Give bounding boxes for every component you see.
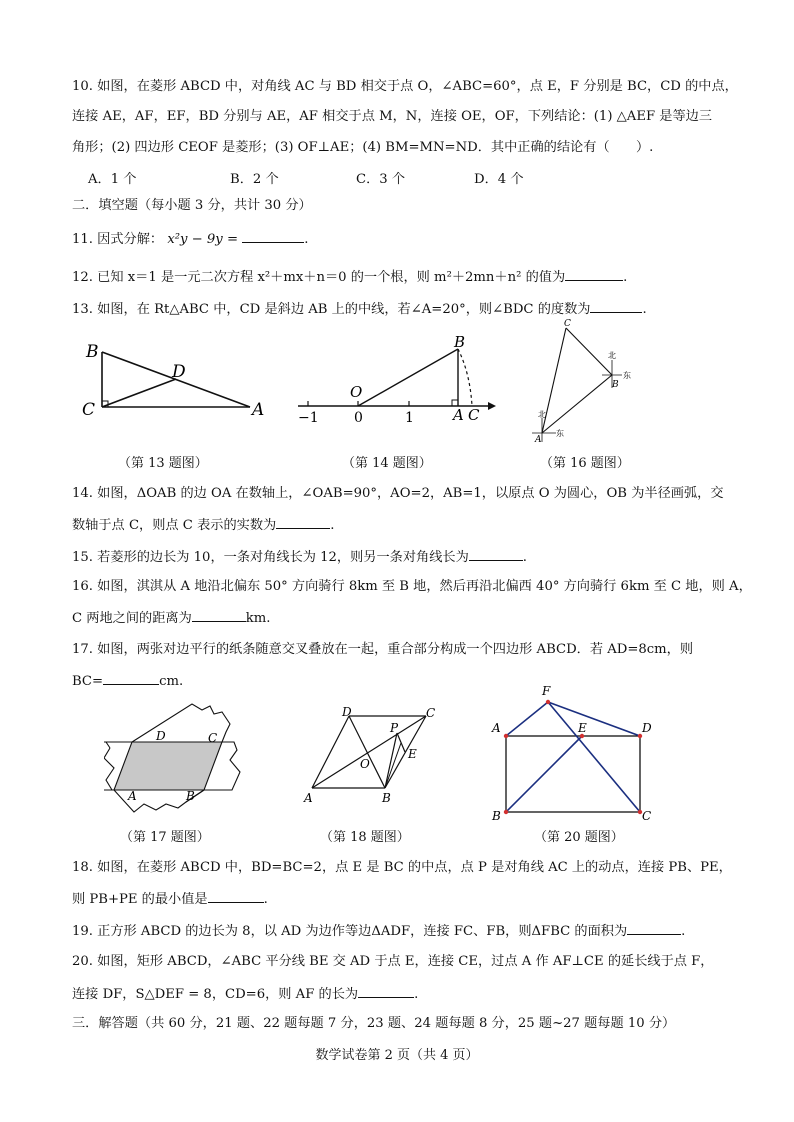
q18-line1: 18. 如图，在菱形 ABCD 中，BD=BC=2，点 E 是 BC 的中点，点 P 是对角线 AC 上的动点，连接 PB、PE， xyxy=(72,860,732,875)
q10-line3: 角形；(2) 四边形 CEOF 是菱形；(3) OF⊥AE；(4) BM=MN=ND．其中正确的结论有（ ）. xyxy=(72,140,654,155)
section-3-heading: 三．解答题（共 60 分，21 题、22 题每题 7 分，23 题、24 题每题 8 分，25 题~27 题每题 10 分） xyxy=(72,1016,676,1031)
q16-text: C 两地之间的距离为 xyxy=(72,611,192,626)
q12-text: 12. 已知 x＝1 是一元二次方程 x²＋mx＋n＝0 的一个根，则 m²＋2mn＋n² 的值为 xyxy=(72,270,566,285)
q12 xyxy=(72,266,627,288)
fig18-caption: （第 18 题图） xyxy=(320,830,410,845)
q15 xyxy=(72,546,527,568)
fig18-label-e: E xyxy=(408,747,417,761)
figure-16 xyxy=(522,316,642,446)
q15-period: . xyxy=(522,550,527,565)
figure-17 xyxy=(104,700,254,818)
fig16-north-a: 北 xyxy=(538,410,546,419)
fig20-caption: （第 20 题图） xyxy=(534,830,624,845)
q20-text: 连接 DF，S△DEF = 8，CD=6，则 AF 的长为 xyxy=(72,987,359,1002)
q14-period: . xyxy=(330,518,335,533)
fig13-label-d: D xyxy=(172,362,186,382)
q16-line1: 16. 如图，淇淇从 A 地沿北偏东 50° 方向骑行 8km 至 B 地，然后再沿北偏西 40° 方向骑行 6km 至 C 地，则 A， xyxy=(72,579,752,594)
q19-answer-blank[interactable] xyxy=(627,920,681,935)
q13-answer-blank[interactable] xyxy=(590,298,642,313)
figure-20 xyxy=(486,682,656,822)
fig13-label-a: A xyxy=(252,400,265,420)
fig20-label-b: B xyxy=(492,809,501,822)
fig14-label-o: O xyxy=(350,383,363,401)
fig16-caption: （第 16 题图） xyxy=(540,456,630,471)
section-2-heading: 二．填空题（每小题 3 分，共计 30 分） xyxy=(72,198,312,213)
fig18-label-p: P xyxy=(390,721,399,735)
fig20-label-e: E xyxy=(578,721,587,735)
fig14-label-c: C xyxy=(468,406,480,424)
fig16-label-c: C xyxy=(564,319,571,329)
q17-answer-blank[interactable] xyxy=(103,670,159,685)
fig17-label-c: C xyxy=(208,731,218,745)
fig17-overlap xyxy=(114,742,222,790)
q18-period: . xyxy=(263,892,268,907)
fig20-label-f: F xyxy=(542,684,551,698)
q19 xyxy=(72,920,685,942)
q10-option-a: A．1 个 xyxy=(88,172,137,187)
q10-option-c: C．3 个 xyxy=(356,172,406,187)
fig16-label-a: A xyxy=(535,435,542,445)
q10-option-d: D．4 个 xyxy=(474,172,524,187)
fig20-label-d: D xyxy=(642,721,652,735)
q13-period: . xyxy=(642,302,647,317)
fig13-label-c: C xyxy=(82,400,96,420)
fig14-label-b: B xyxy=(454,335,466,351)
figure-13 xyxy=(78,335,278,425)
fig13-label-b: B xyxy=(86,342,99,362)
fig17-label-a: A xyxy=(128,789,137,803)
fig18-label-a: A xyxy=(304,791,313,805)
q17-line1: 17. 如图，两张对边平行的纸条随意交叉叠放在一起，重合部分构成一个四边形 ABCD．若 AD=8cm，则 xyxy=(72,642,694,657)
fig14-caption: （第 14 题图） xyxy=(342,456,432,471)
q17-line2 xyxy=(72,670,183,692)
fig16-east-b: 东 xyxy=(623,371,631,380)
q10-line2: 连接 AE，AF，EF，BD 分别与 AE，AF 相交于点 M，N，连接 OE，OF，下列结论：(1) △AEF 是等边三 xyxy=(72,109,713,124)
q11 xyxy=(72,228,308,250)
q11-prefix: 11. 因式分解： xyxy=(72,232,164,247)
fig18-label-d: D xyxy=(342,705,352,719)
q10-option-b: B．2 个 xyxy=(230,172,279,187)
q18-answer-blank[interactable] xyxy=(208,888,264,903)
q15-answer-blank[interactable] xyxy=(469,546,523,561)
fig18-label-b: B xyxy=(382,791,391,805)
fig18-label-o: O xyxy=(360,757,370,771)
q12-period: . xyxy=(623,270,628,285)
fig20-label-a: A xyxy=(492,721,501,735)
q20-period: . xyxy=(414,987,419,1002)
q16-unit: km. xyxy=(245,611,271,626)
q11-period: . xyxy=(304,232,309,247)
fig13-caption: （第 13 题图） xyxy=(118,456,208,471)
fig14-tick-0: 0 xyxy=(354,410,363,426)
figure-14 xyxy=(292,335,502,430)
fig16-north-b: 北 xyxy=(608,351,616,360)
fig17-caption: （第 17 题图） xyxy=(120,830,210,845)
q10-line1: 10. 如图，在菱形 ABCD 中，对角线 AC 与 BD 相交于点 O，∠ABC=60°，点 E，F 分别是 BC，CD 的中点， xyxy=(72,79,738,94)
q14-line2 xyxy=(72,514,334,536)
fig14-tick-1: 1 xyxy=(405,410,414,426)
fig16-east-a: 东 xyxy=(556,429,564,438)
q20-answer-blank[interactable] xyxy=(358,983,414,998)
fig16-label-b: B xyxy=(612,380,619,390)
q14-answer-blank[interactable] xyxy=(276,514,330,529)
q19-text: 19. 正方形 ABCD 的边长为 8，以 AD 为边作等边ΔADF，连接 FC、FB，则ΔFBC 的面积为 xyxy=(72,924,628,939)
q16-line2 xyxy=(72,607,271,629)
q13-text: 13. 如图，在 Rt△ABC 中，CD 是斜边 AB 上的中线，若∠A=20°，则∠BDC 的度数为 xyxy=(72,302,591,317)
q20-line2 xyxy=(72,983,418,1005)
q17-unit: cm. xyxy=(159,674,184,689)
fig18-label-c: C xyxy=(426,706,436,720)
fig14-tick-neg1: −1 xyxy=(298,410,319,426)
q19-period: . xyxy=(681,924,686,939)
fig17-label-b: B xyxy=(186,789,195,803)
q16-answer-blank[interactable] xyxy=(192,607,246,622)
q17-text: BC= xyxy=(72,674,104,689)
q18-line2 xyxy=(72,888,268,910)
q11-expression: x²y − 9y = xyxy=(167,232,239,247)
page-footer: 数学试卷第 2 页（共 4 页） xyxy=(315,1048,479,1063)
fig17-label-d: D xyxy=(156,729,166,743)
q11-answer-blank[interactable] xyxy=(242,228,304,243)
q14-line1: 14. 如图，ΔOAB 的边 OA 在数轴上，∠OAB=90°，AO=2，AB=1，以原点 O 为圆心，OB 为半径画弧，交 xyxy=(72,486,724,501)
q12-answer-blank[interactable] xyxy=(565,266,623,281)
q15-text: 15. 若菱形的边长为 10，一条对角线长为 12，则另一条对角线长为 xyxy=(72,550,469,565)
q20-line1: 20. 如图，矩形 ABCD，∠ABC 平分线 BE 交 AD 于点 E，连接 CE，过点 A 作 AF⊥CE 的延长线于点 F， xyxy=(72,954,714,969)
q18-text: 则 PB+PE 的最小值是 xyxy=(72,892,208,907)
fig14-label-a: A xyxy=(453,406,464,424)
figure-18 xyxy=(296,702,446,806)
q14-text: 数轴于点 C，则点 C 表示的实数为 xyxy=(72,518,277,533)
fig20-label-c: C xyxy=(642,809,652,822)
